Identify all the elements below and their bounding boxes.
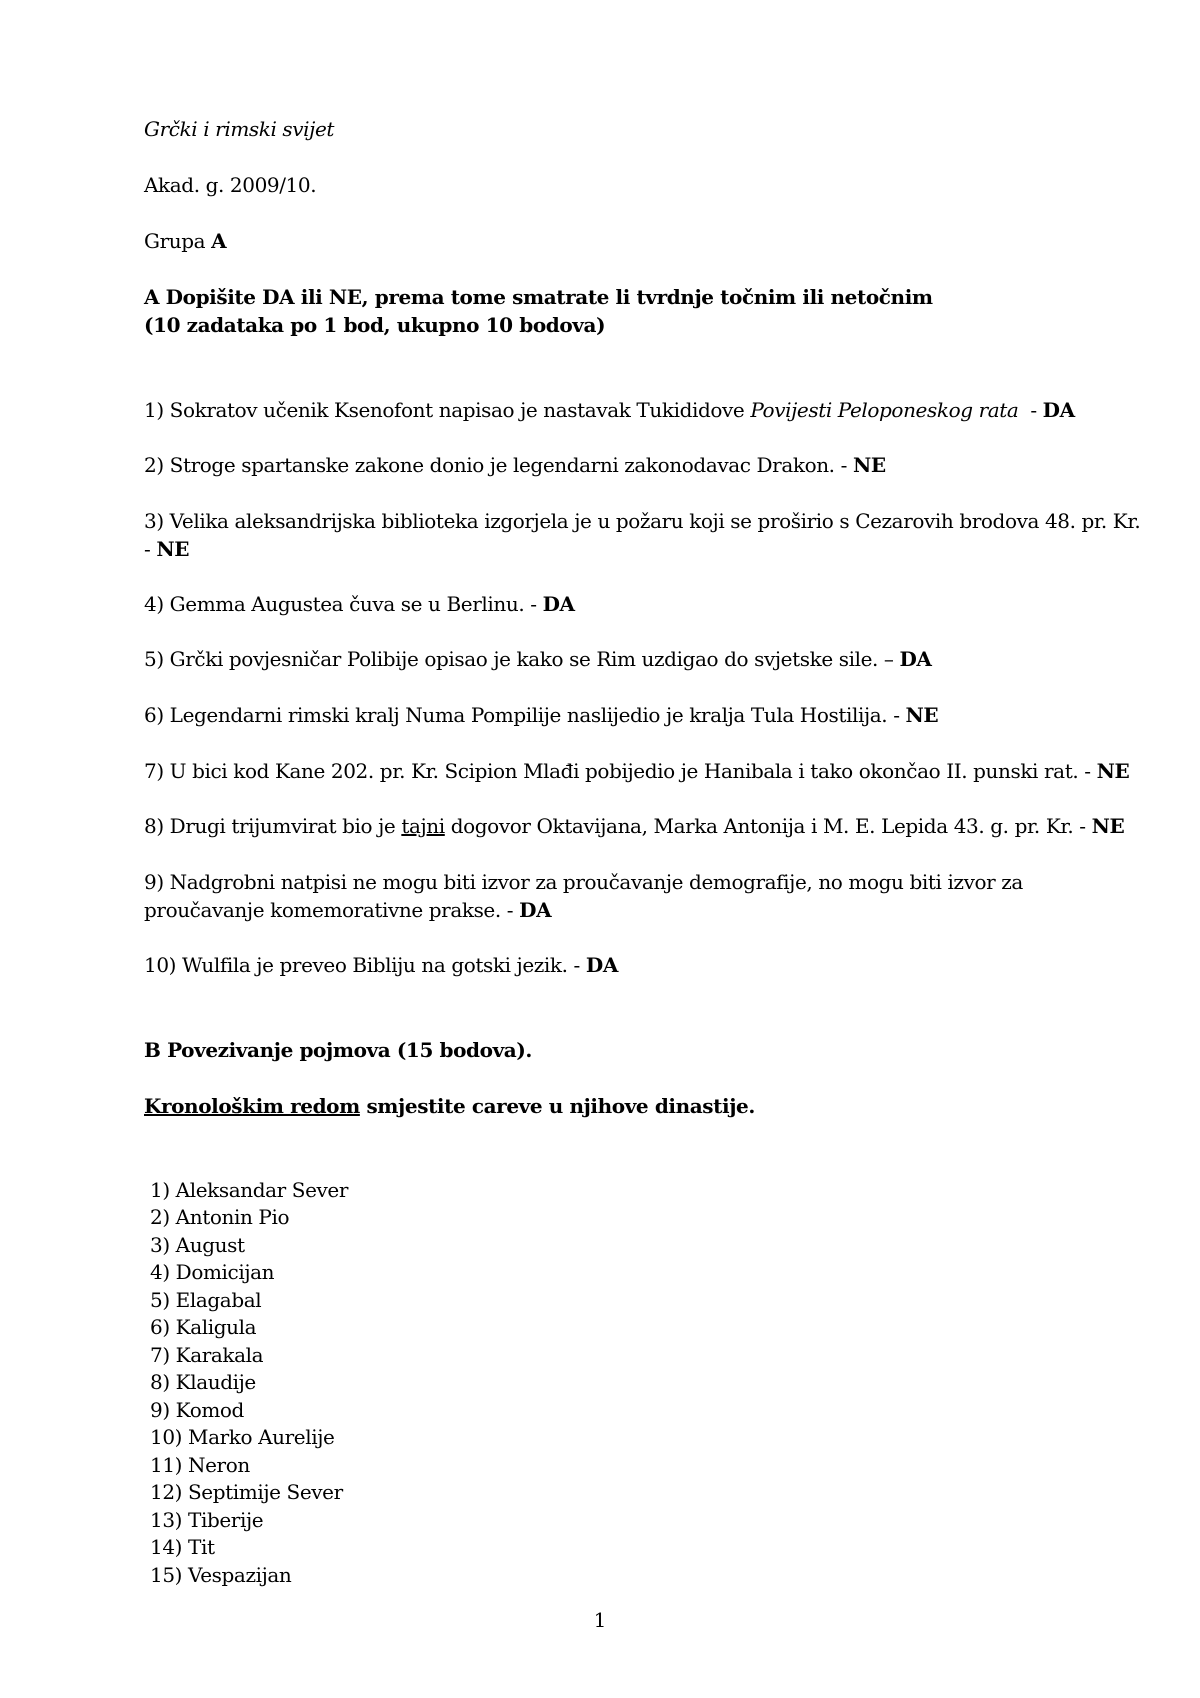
section-b-instruction <box>144 1092 755 1120</box>
answer: DA <box>899 647 932 671</box>
list-item: 5) Elagabal <box>150 1288 262 1312</box>
question-text-end: dogovor Oktavijana, Marka Antonija i M. E. Lepida 43. g. pr. Kr. <box>444 814 1074 838</box>
question-text: proučavanje komemorativne prakse. <box>144 898 501 922</box>
list-item: 3) August <box>150 1233 245 1257</box>
answer: DA <box>519 898 552 922</box>
list-item: 2) Antonin Pio <box>150 1205 290 1229</box>
answer: DA <box>585 953 618 977</box>
section-b-heading: B Povezivanje pojmova (15 bodova). <box>144 1038 532 1062</box>
list-item: 8) Klaudije <box>150 1370 256 1394</box>
list-item: 9) Komod <box>150 1398 244 1422</box>
answer: NE <box>1091 814 1125 838</box>
question-10 <box>144 951 618 979</box>
question-text: 10) Wulfila je preveo Bibliju na gotski jezik. <box>144 953 568 977</box>
book-title: Povijesti Peloponeskog rata <box>750 398 1019 422</box>
answer: DA <box>542 592 575 616</box>
question-text: 7) U bici kod Kane 202. pr. Kr. Scipion Mlađi pobijedio je Hanibala i tako okončao II. punski rat. <box>144 759 1079 783</box>
course-title: Grčki i rimski svijet <box>144 117 335 141</box>
question-text: 1) Sokratov učenik Ksenofont napisao je nastavak Tukididove <box>144 398 751 422</box>
separator: - <box>1078 759 1097 783</box>
list-item: 14) Tit <box>150 1535 215 1559</box>
group-prefix: Grupa <box>144 229 212 253</box>
question-7 <box>144 757 1129 785</box>
question-1 <box>144 396 1075 424</box>
question-3: 3) Velika aleksandrijska biblioteka izgorjela je u požaru koji se proširio s Cezarovih brodova 48. pr. Kr. <box>144 509 1141 533</box>
list-item: 1) Aleksandar Sever <box>150 1178 349 1202</box>
separator: - <box>834 453 853 477</box>
underlined-word: tajni <box>401 814 445 838</box>
list-item: 4) Domicijan <box>150 1260 275 1284</box>
list-item: 12) Septimije Sever <box>150 1480 343 1504</box>
question-9-continued <box>144 896 551 924</box>
separator: - <box>524 592 543 616</box>
question-8 <box>144 812 1124 840</box>
answer: NE <box>1096 759 1130 783</box>
separator: - <box>1073 814 1092 838</box>
question-text: 2) Stroge spartanske zakone donio je legendarni zakonodavac Drakon. <box>144 453 835 477</box>
question-4 <box>144 590 575 618</box>
question-text-start: 8) Drugi trijumvirat bio je <box>144 814 402 838</box>
separator: - <box>144 537 157 561</box>
answer: NE <box>852 453 886 477</box>
separator: – <box>877 647 900 671</box>
group-letter: A <box>211 229 227 253</box>
answer: NE <box>156 537 190 561</box>
instruction-underlined: Kronološkim redom <box>144 1094 360 1118</box>
list-item: 7) Karakala <box>150 1343 264 1367</box>
separator: - <box>887 703 906 727</box>
list-item: 15) Vespazijan <box>150 1563 292 1587</box>
answer: NE <box>905 703 939 727</box>
section-a-points: (10 zadataka po 1 bod, ukupno 10 bodova) <box>144 313 606 337</box>
question-9: 9) Nadgrobni natpisi ne mogu biti izvor za proučavanje demografije, no mogu biti izvor za <box>144 870 1023 894</box>
question-6 <box>144 701 938 729</box>
question-text: 5) Grčki povjesničar Polibije opisao je kako se Rim uzdigao do svjetske sile. <box>144 647 878 671</box>
page-number: 1 <box>593 1608 607 1632</box>
section-a-heading: A Dopišite DA ili NE, prema tome smatrate li tvrdnje točnim ili netočnim <box>144 285 933 309</box>
question-text: 6) Legendarni rimski kralj Numa Pompilije naslijedio je kralja Tula Hostilija. <box>144 703 888 727</box>
instruction-rest: smjestite careve u njihove dinastije. <box>359 1094 755 1118</box>
answer: DA <box>1042 398 1075 422</box>
question-text: 4) Gemma Augustea čuva se u Berlinu. <box>144 592 525 616</box>
separator: - <box>567 953 586 977</box>
group-label <box>144 227 226 255</box>
list-item: 13) Tiberije <box>150 1508 264 1532</box>
academic-year: Akad. g. 2009/10. <box>144 173 317 197</box>
separator: - <box>500 898 520 922</box>
question-3-answer-line <box>144 535 189 563</box>
list-item: 10) Marko Aurelije <box>150 1425 335 1449</box>
separator: - <box>1018 398 1043 422</box>
list-item: 6) Kaligula <box>150 1315 257 1339</box>
question-2 <box>144 451 886 479</box>
question-5 <box>144 645 932 673</box>
list-item: 11) Neron <box>150 1453 250 1477</box>
